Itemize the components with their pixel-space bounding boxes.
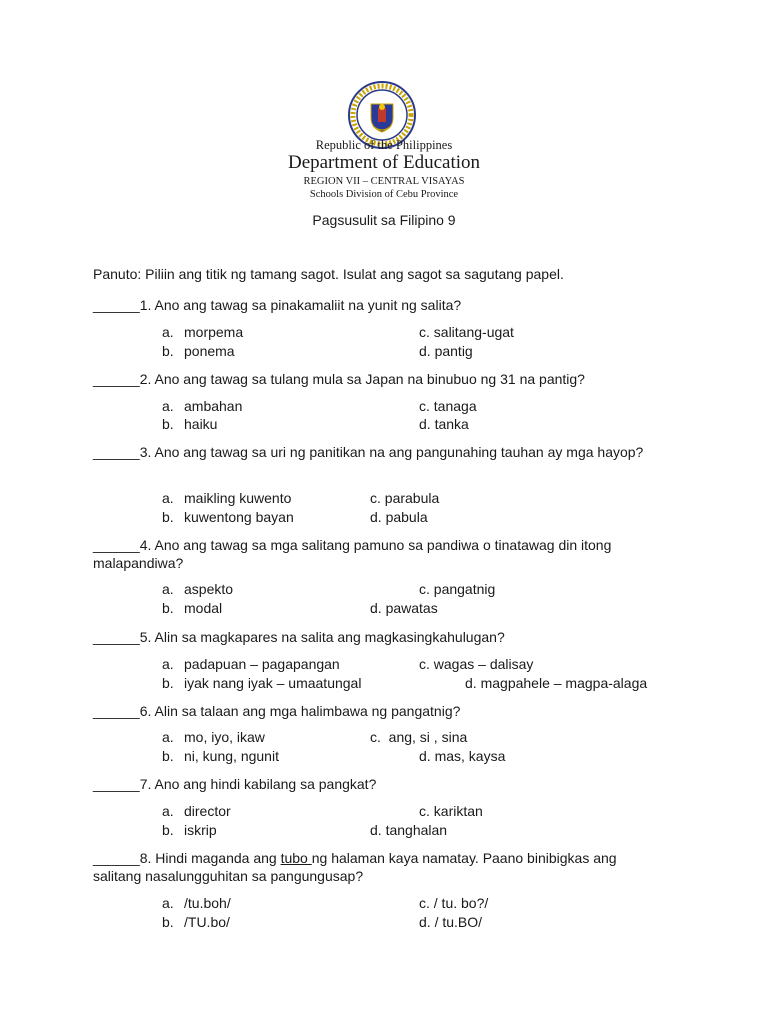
answer-blank: ______ (93, 297, 140, 313)
option-b: b. modal (162, 600, 223, 616)
option-c: c. parabula (370, 490, 440, 506)
republic-label: Republic of the Philippines (315, 138, 453, 152)
option-c: c. salitang-ugat (419, 324, 514, 340)
option-d: d. pabula (370, 509, 428, 525)
option-b: b. iyak nang iyak – umaatungal (162, 675, 362, 691)
option-d: d. / tu.BO/ (419, 914, 483, 930)
underlined-word: tubo (280, 850, 312, 866)
option-a: a. mo, iyo, ikaw (162, 729, 265, 745)
option-d: d. pawatas (370, 600, 438, 616)
option-d: d. mas, kaysa (419, 748, 506, 764)
answer-blank: ______ (93, 444, 140, 460)
option-b: b. haiku (162, 416, 218, 432)
question-3: ______3. Ano ang tawag sa uri ng panitikan na ang pangunahing tauhan ay mga hayop? (93, 444, 644, 460)
exam-title: Pagsusulit sa Filipino 9 (312, 212, 456, 228)
option-c: c. tanaga (419, 398, 477, 414)
option-c: c. kariktan (419, 803, 483, 819)
option-a: a. aspekto (162, 581, 234, 597)
option-a: a. padapuan – pagapangan (162, 656, 340, 672)
option-b: b. /TU.bo/ (162, 914, 230, 930)
question-5: ______5. Alin sa magkapares na salita ang magkasingkahulugan? (93, 629, 505, 645)
answer-blank: ______ (93, 371, 140, 387)
option-c: c. / tu. bo?/ (419, 895, 489, 911)
question-7: ______7. Ano ang hindi kabilang sa pangkat? (93, 776, 377, 792)
division-label: Schools Division of Cebu Province (309, 189, 459, 200)
answer-blank: ______ (93, 537, 140, 553)
answer-blank: ______ (93, 703, 140, 719)
question-2: ______2. Ano ang tawag sa tulang mula sa Japan na binubuo ng 31 na pantig? (93, 371, 585, 387)
option-b: b. ponema (162, 343, 235, 359)
option-a: a. /tu.boh/ (162, 895, 231, 911)
option-a: a. morpema (162, 324, 244, 340)
option-c: c. wagas – dalisay (419, 656, 534, 672)
option-a: a. director (162, 803, 231, 819)
department-title: Department of Education (287, 152, 481, 173)
option-d: d. magpahele – magpa-alaga (465, 675, 648, 691)
option-a: a. maikling kuwento (162, 490, 292, 506)
question-1: ______1. Ano ang tawag sa pinakamaliit na yunit ng salita? (93, 297, 462, 313)
answer-blank: ______ (93, 850, 140, 866)
question-4: ______4. Ano ang tawag sa mga salitang pamuno sa pandiwa o tinatawag din itong malapandiwa? (93, 537, 612, 571)
option-b: b. iskrip (162, 822, 217, 838)
instructions: Panuto: Piliin ang titik ng tamang sagot. Isulat ang sagot sa sagutang papel. (93, 266, 564, 282)
option-b: b. kuwentong bayan (162, 509, 294, 525)
answer-blank: ______ (93, 629, 140, 645)
question-8: ______8. Hindi maganda ang tubo ng halaman kaya namatay. Paano binibigkas ang salitang nasalungguhitan sa pangungusap? (93, 850, 617, 884)
question-6: ______6. Alin sa talaan ang mga halimbawa ng pangatnig? (93, 703, 461, 719)
option-d: d. pantig (419, 343, 473, 359)
region-label: REGION VII – CENTRAL VISAYAS (303, 176, 465, 187)
option-a: a. ambahan (162, 398, 243, 414)
option-c: c. pangatnig (419, 581, 496, 597)
option-d: d. tanghalan (370, 822, 448, 838)
option-c: c. ang, si , sina (370, 729, 468, 745)
option-d: d. tanka (419, 416, 469, 432)
option-b: b. ni, kung, ngunit (162, 748, 279, 764)
answer-blank: ______ (93, 776, 140, 792)
